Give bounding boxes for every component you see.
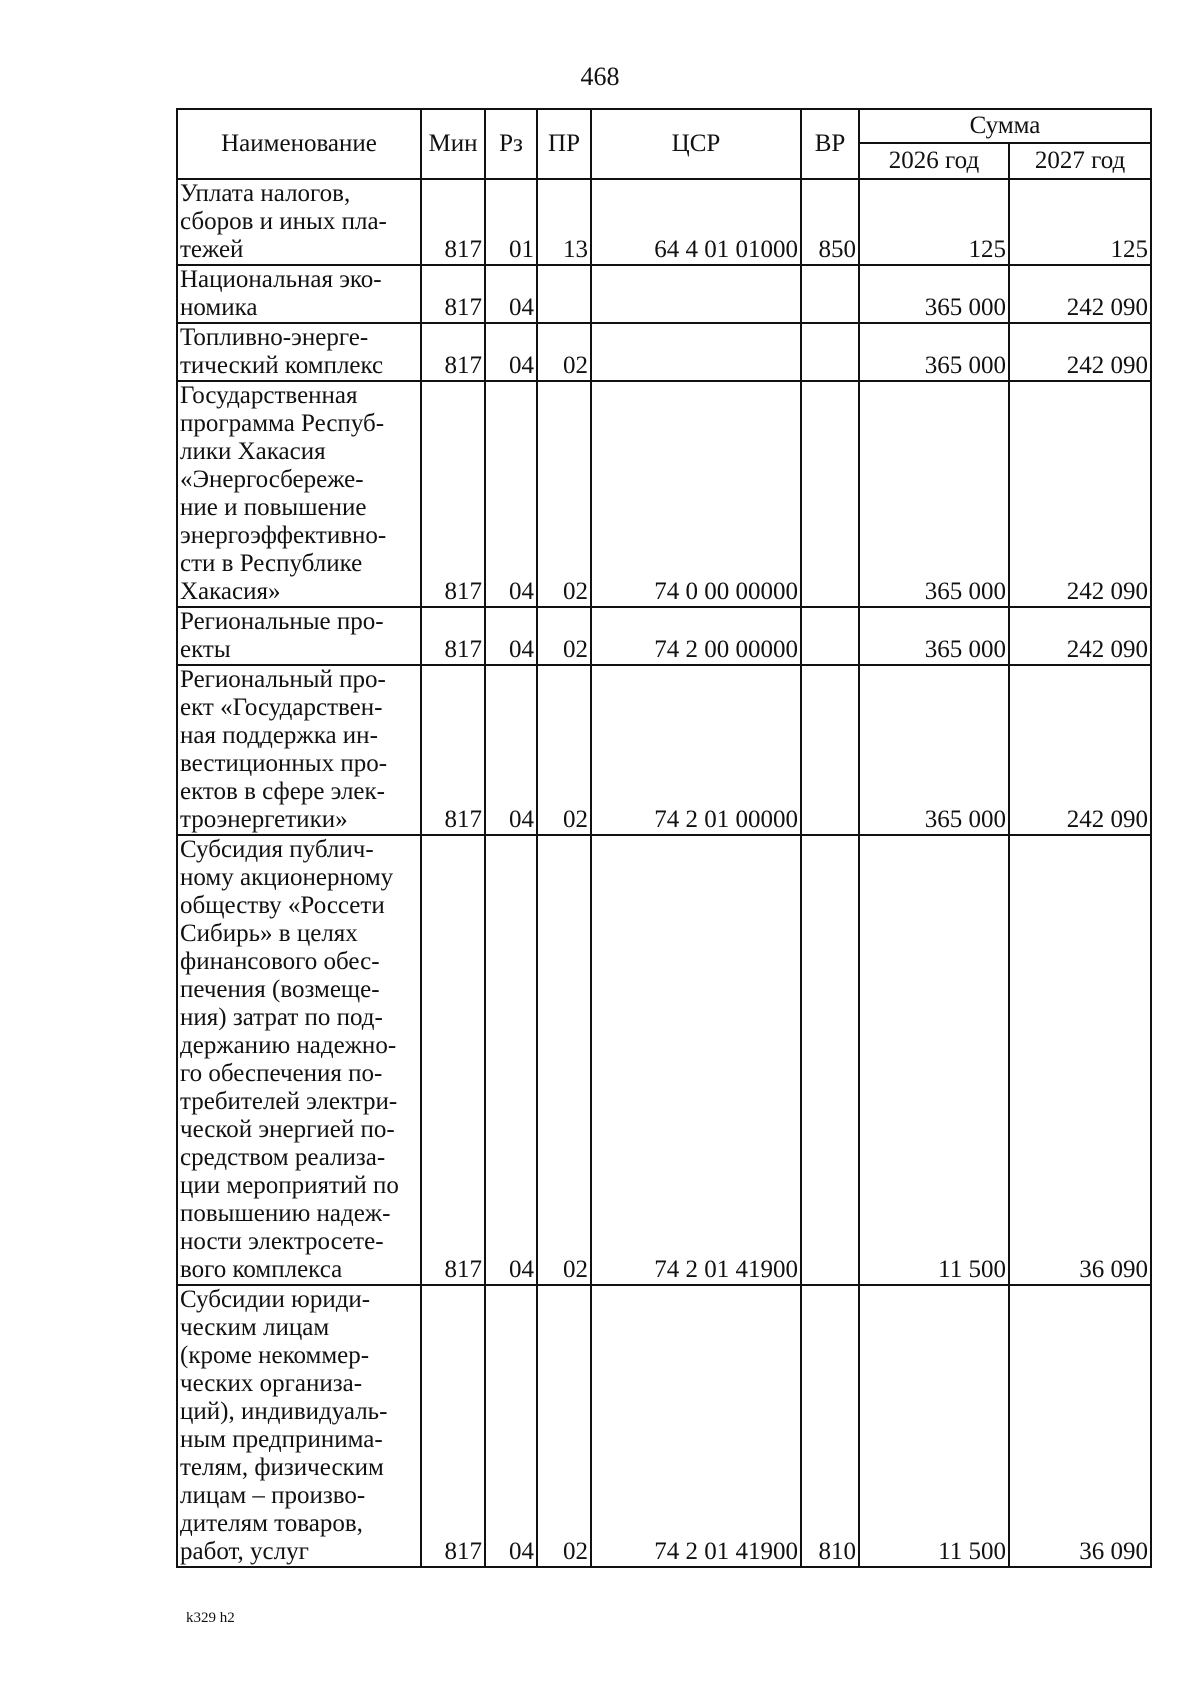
row-2027: 242 090	[1009, 265, 1151, 323]
header-rz: Рз	[485, 109, 537, 179]
header-name: Наименование	[177, 109, 421, 179]
row-2027: 242 090	[1009, 323, 1151, 381]
row-2026: 365 000	[859, 665, 1009, 835]
row-min: 817	[421, 179, 485, 265]
table-row	[177, 607, 1151, 665]
budget-table	[176, 108, 1152, 1568]
row-2026: 365 000	[859, 607, 1009, 665]
row-name: Региональные про- екты	[177, 607, 421, 665]
row-pr: 13	[537, 179, 591, 265]
row-2027: 242 090	[1009, 381, 1151, 607]
row-min: 817	[421, 835, 485, 1285]
header-sum: Сумма	[859, 109, 1151, 143]
row-csr: 64 4 01 01000	[591, 179, 801, 265]
row-csr	[591, 265, 801, 323]
row-2026: 125	[859, 179, 1009, 265]
row-2026: 365 000	[859, 381, 1009, 607]
row-name: Уплата налогов, сборов и иных пла- тежей	[177, 179, 421, 265]
row-pr: 02	[537, 665, 591, 835]
row-2027: 36 090	[1009, 1285, 1151, 1567]
row-pr: 02	[537, 381, 591, 607]
row-rz: 04	[485, 665, 537, 835]
row-csr: 74 2 01 00000	[591, 665, 801, 835]
header-min: Мин	[421, 109, 485, 179]
row-csr: 74 2 01 41900	[591, 1285, 801, 1567]
row-min: 817	[421, 381, 485, 607]
row-vr	[801, 265, 859, 323]
row-rz: 04	[485, 835, 537, 1285]
row-vr	[801, 323, 859, 381]
table-row	[177, 323, 1151, 381]
header-vr: ВР	[801, 109, 859, 179]
header-2027: 2027 год	[1009, 143, 1151, 179]
row-rz: 04	[485, 265, 537, 323]
row-vr: 810	[801, 1285, 859, 1567]
row-csr: 74 2 01 41900	[591, 835, 801, 1285]
row-rz: 04	[485, 1285, 537, 1567]
row-vr	[801, 665, 859, 835]
row-rz: 01	[485, 179, 537, 265]
row-min: 817	[421, 1285, 485, 1567]
row-min: 817	[421, 323, 485, 381]
row-vr: 850	[801, 179, 859, 265]
row-2026: 11 500	[859, 1285, 1009, 1567]
header-2026: 2026 год	[859, 143, 1009, 179]
row-min: 817	[421, 665, 485, 835]
row-pr: 02	[537, 1285, 591, 1567]
document-code: k329 h2	[186, 1610, 235, 1626]
row-pr	[537, 265, 591, 323]
table-row	[177, 1285, 1151, 1567]
row-min: 817	[421, 265, 485, 323]
row-name: Национальная эко- номика	[177, 265, 421, 323]
row-min: 817	[421, 607, 485, 665]
row-csr: 74 2 00 00000	[591, 607, 801, 665]
table-row	[177, 835, 1151, 1285]
row-csr	[591, 323, 801, 381]
row-vr	[801, 835, 859, 1285]
row-name: Субсидии юриди- ческим лицам (кроме некоммер- ческих организа- ций), индивидуаль- ным предпринима- телям, физическим лицам – произво- дителям товаров, работ, услуг	[177, 1285, 421, 1567]
table-row	[177, 665, 1151, 835]
header-pr: ПР	[537, 109, 591, 179]
row-2026: 365 000	[859, 265, 1009, 323]
row-2027: 242 090	[1009, 607, 1151, 665]
page-number: 468	[580, 62, 620, 91]
table-row	[177, 265, 1151, 323]
row-pr: 02	[537, 607, 591, 665]
row-name: Субсидия публич- ному акционерному обществу «Россети Сибирь» в целях финансового обес- печения (возмеще- ния) затрат по под- держанию надежно- го обеспечения по- требителей электри- ческой энергией по- средством реализа- ции мероприятий по повышению надеж- ности электросете- вого комплекса	[177, 835, 421, 1285]
row-2027: 36 090	[1009, 835, 1151, 1285]
row-rz: 04	[485, 607, 537, 665]
row-name: Региональный про- ект «Государствен- ная поддержка ин- вестиционных про- ектов в сфере элек- троэнергетики»	[177, 665, 421, 835]
header-csr: ЦСР	[591, 109, 801, 179]
row-2026: 365 000	[859, 323, 1009, 381]
row-pr: 02	[537, 323, 591, 381]
row-vr	[801, 607, 859, 665]
row-pr: 02	[537, 835, 591, 1285]
row-rz: 04	[485, 323, 537, 381]
row-2027: 125	[1009, 179, 1151, 265]
table-row	[177, 179, 1151, 265]
row-name: Государственная программа Респуб- лики Хакасия «Энергосбереже- ние и повышение энергоэффективно- сти в Республике Хакасия»	[177, 381, 421, 607]
row-2027: 242 090	[1009, 665, 1151, 835]
table-row	[177, 381, 1151, 607]
row-2026: 11 500	[859, 835, 1009, 1285]
row-name: Топливно-энерге- тический комплекс	[177, 323, 421, 381]
row-csr: 74 0 00 00000	[591, 381, 801, 607]
row-vr	[801, 381, 859, 607]
row-rz: 04	[485, 381, 537, 607]
